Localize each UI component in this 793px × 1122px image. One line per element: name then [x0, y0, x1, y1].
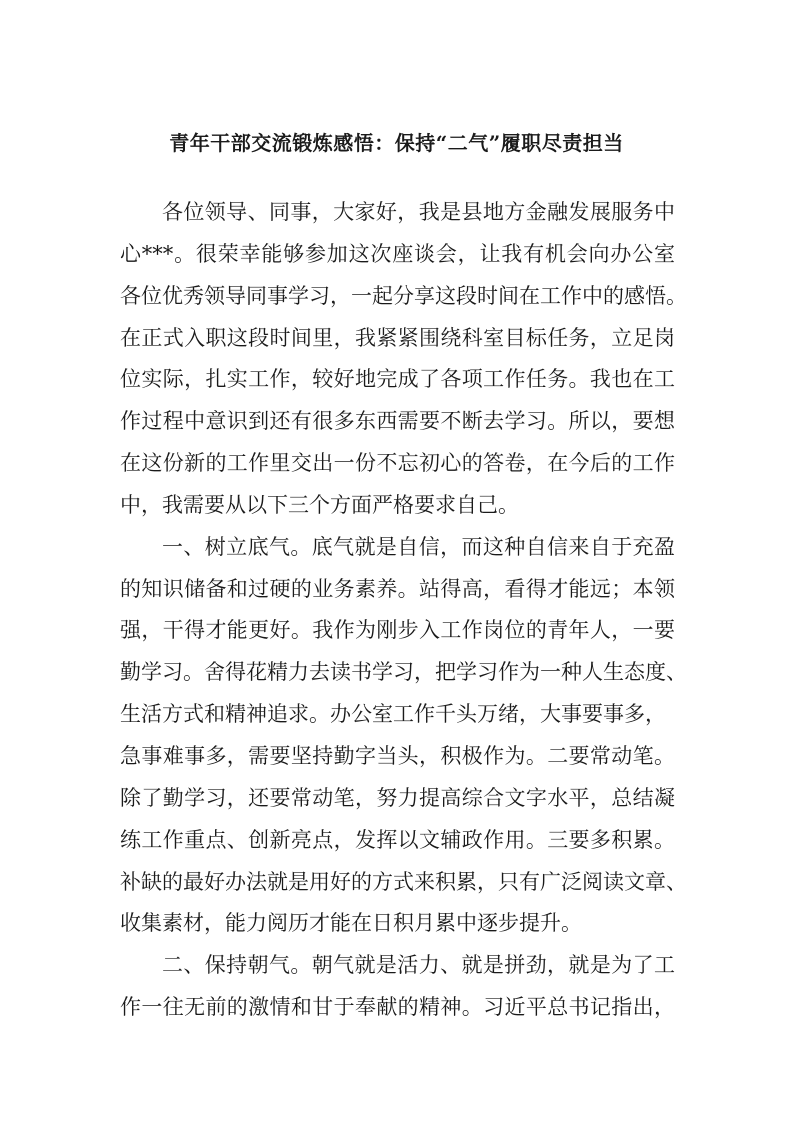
- paragraph-line: 强，干得才能更好。我作为刚步入工作岗位的青年人，一要: [120, 618, 675, 643]
- paragraph-line: 收集素材，能力阅历才能在日积月累中逐步提升。: [120, 911, 582, 936]
- paragraph-line: 补缺的最好办法就是用好的方式来积累，只有广泛阅读文章、: [120, 869, 687, 894]
- paragraph-line: 各位领导、同事，大家好，我是县地方金融发展服务中: [162, 200, 675, 224]
- paragraph-line: 急事难事多，需要坚持勤字当头，积极作为。二要常动笔。: [120, 743, 675, 768]
- paragraph-line: 除了勤学习，还要常动笔，努力提高综合文字水平，总结凝: [120, 785, 675, 810]
- paragraph-section-one: [120, 527, 687, 945]
- paragraph-line: 一、树立底气。底气就是自信，而这种自信来自于充盈: [162, 534, 675, 559]
- document-body: [120, 192, 687, 1029]
- document-title: 青年干部交流锻炼感悟：保持“二气”履职尽责担当: [169, 131, 624, 155]
- paragraph-line: 勤学习。舍得花精力去读书学习，把学习作为一种人生态度、: [120, 660, 687, 685]
- paragraph-section-two: [120, 945, 675, 1029]
- paragraph-line: 在这份新的工作里交出一份不忘初心的答卷，在今后的工作: [120, 451, 675, 476]
- paragraph-line: 生活方式和精神追求。办公室工作千头万绪，大事要事多，: [120, 702, 666, 727]
- paragraph-line: 作过程中意识到还有很多东西需要不断去学习。所以，要想: [120, 409, 675, 434]
- paragraph-line: 的知识储备和过硬的业务素养。站得高，看得才能远；本领: [120, 576, 675, 601]
- paragraph-line: 各位优秀领导同事学习，一起分享这段时间在工作中的感悟。: [120, 283, 687, 308]
- paragraph-greeting: [120, 192, 687, 527]
- paragraph-line: 二、保持朝气。朝气就是活力、就是拼劲，就是为了工: [162, 953, 675, 978]
- paragraph-line: 练工作重点、创新亮点，发挥以文辅政作用。三要多积累。: [120, 827, 675, 852]
- paragraph-line: 位实际，扎实工作，较好地完成了各项工作任务。我也在工: [120, 367, 675, 392]
- paragraph-line: 心***。很荣幸能够参加这次座谈会，让我有机会向办公室: [120, 241, 675, 266]
- paragraph-line: 中，我需要从以下三个方面严格要求自己。: [120, 492, 519, 517]
- paragraph-line: 作一往无前的激情和甘于奉献的精神。习近平总书记指出，: [120, 995, 675, 1020]
- paragraph-line: 在正式入职这段时间里，我紧紧围绕科室目标任务，立足岗: [120, 325, 675, 350]
